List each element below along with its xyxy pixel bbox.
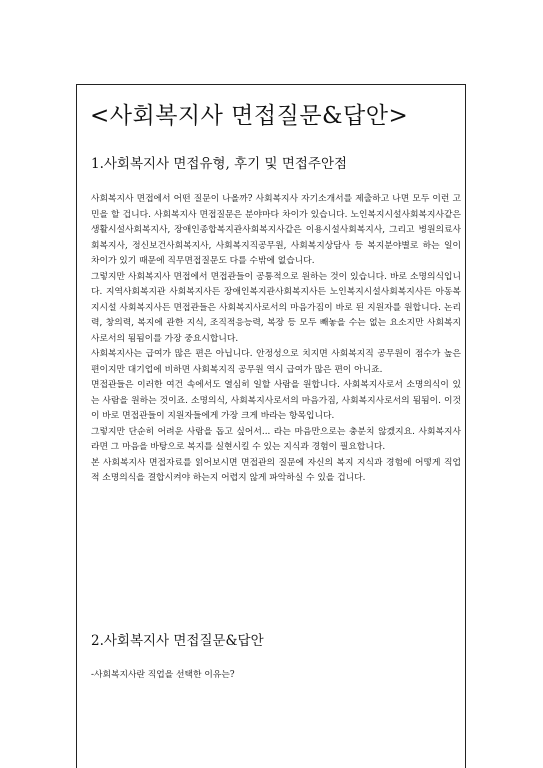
section-heading-1: 1.사회복지사 면접유형, 후기 및 면접주안점 (91, 156, 348, 172)
paragraph-5: 그렇지만 단순히 어려운 사람을 돕고 싶어서... 라는 마음만으로는 충분치 않겠지요. 사회복지사라면 그 마음을 바탕으로 복지를 실현시킬 수 있는 지식과 경험이 필요합니다. (91, 426, 461, 452)
paragraph-2: 그렇지만 사회복지사 면접에서 면접관들이 공통적으로 원하는 것이 있습니다. 바로 소명의식입니다. 지역사회복지관 사회복지사든 장애인복지관사회복지사든 노인복지시설사회복지사든 아동복지시설 사회복지사든 면접관들은 사회복지사로서의 마음가짐이 바로 된 지원자를 원합니다. 논리력, 창의력, 복지에 관한 지식, 조직적응능력, 복장 등 모두 빼놓을 수는 없는 요소지만 사회복지사로서의 됨됨이를 가장 중요시합니다. (91, 271, 461, 344)
paragraph-6: 본 사회복지사 면접자료를 읽어보시면 면접관의 질문에 자신의 복지 지식과 경험에 어떻게 직업적 소명의식을 결합시켜야 하는지 어렵지 않게 파악하실 수 있을 겁니다. (91, 457, 461, 483)
body-text (91, 192, 461, 487)
interview-question-1: -사회복지사란 직업을 선택한 이유는? (91, 670, 235, 680)
page-title: <사회복지사 면접질문&답안> (90, 103, 409, 129)
paragraph-4: 면접관들은 이러한 여건 속에서도 열심히 일할 사람을 원합니다. 사회복지사로서 소명의식이 있는 사람을 원하는 것이죠. 소명의식, 사회복지사로서의 마음가짐, 사회복지사로서의 됨됨이. 이것이 바로 면접관들이 지원자들에게 가장 크게 바라는 항목입니다. (91, 380, 461, 421)
section-heading-2: 2.사회복지사 면접질문&답안 (91, 633, 264, 649)
paragraph-1: 사회복지사 면접에서 어떤 질문이 나올까? 사회복지사 자기소개서를 제출하고 나면 모두 이런 고민을 할 겁니다. 사회복지사 면접질문은 분야마다 차이가 있습니다. 노인복지시설사회복지사같은 생활시설사회복지사, 장애인종합복지관사회복지사같은 이용시설사회복지사, 그리고 병원의료사회복지사, 정신보건사회복지사, 사회복지직공무원, 사회복지상담사 등 복지분야별로 하는 일이 차이가 있기 때문에 직무면접질문도 다를 수밖에 없습니다. (91, 194, 461, 266)
paragraph-3: 사회복지사는 급여가 많은 편은 아닙니다. 안정성으로 치지면 사회복지직 공무원이 점수가 높은 편이지만 대기업에 비하면 사회복지직 공무원 역시 급여가 많은 편이 아니죠. (91, 349, 461, 375)
